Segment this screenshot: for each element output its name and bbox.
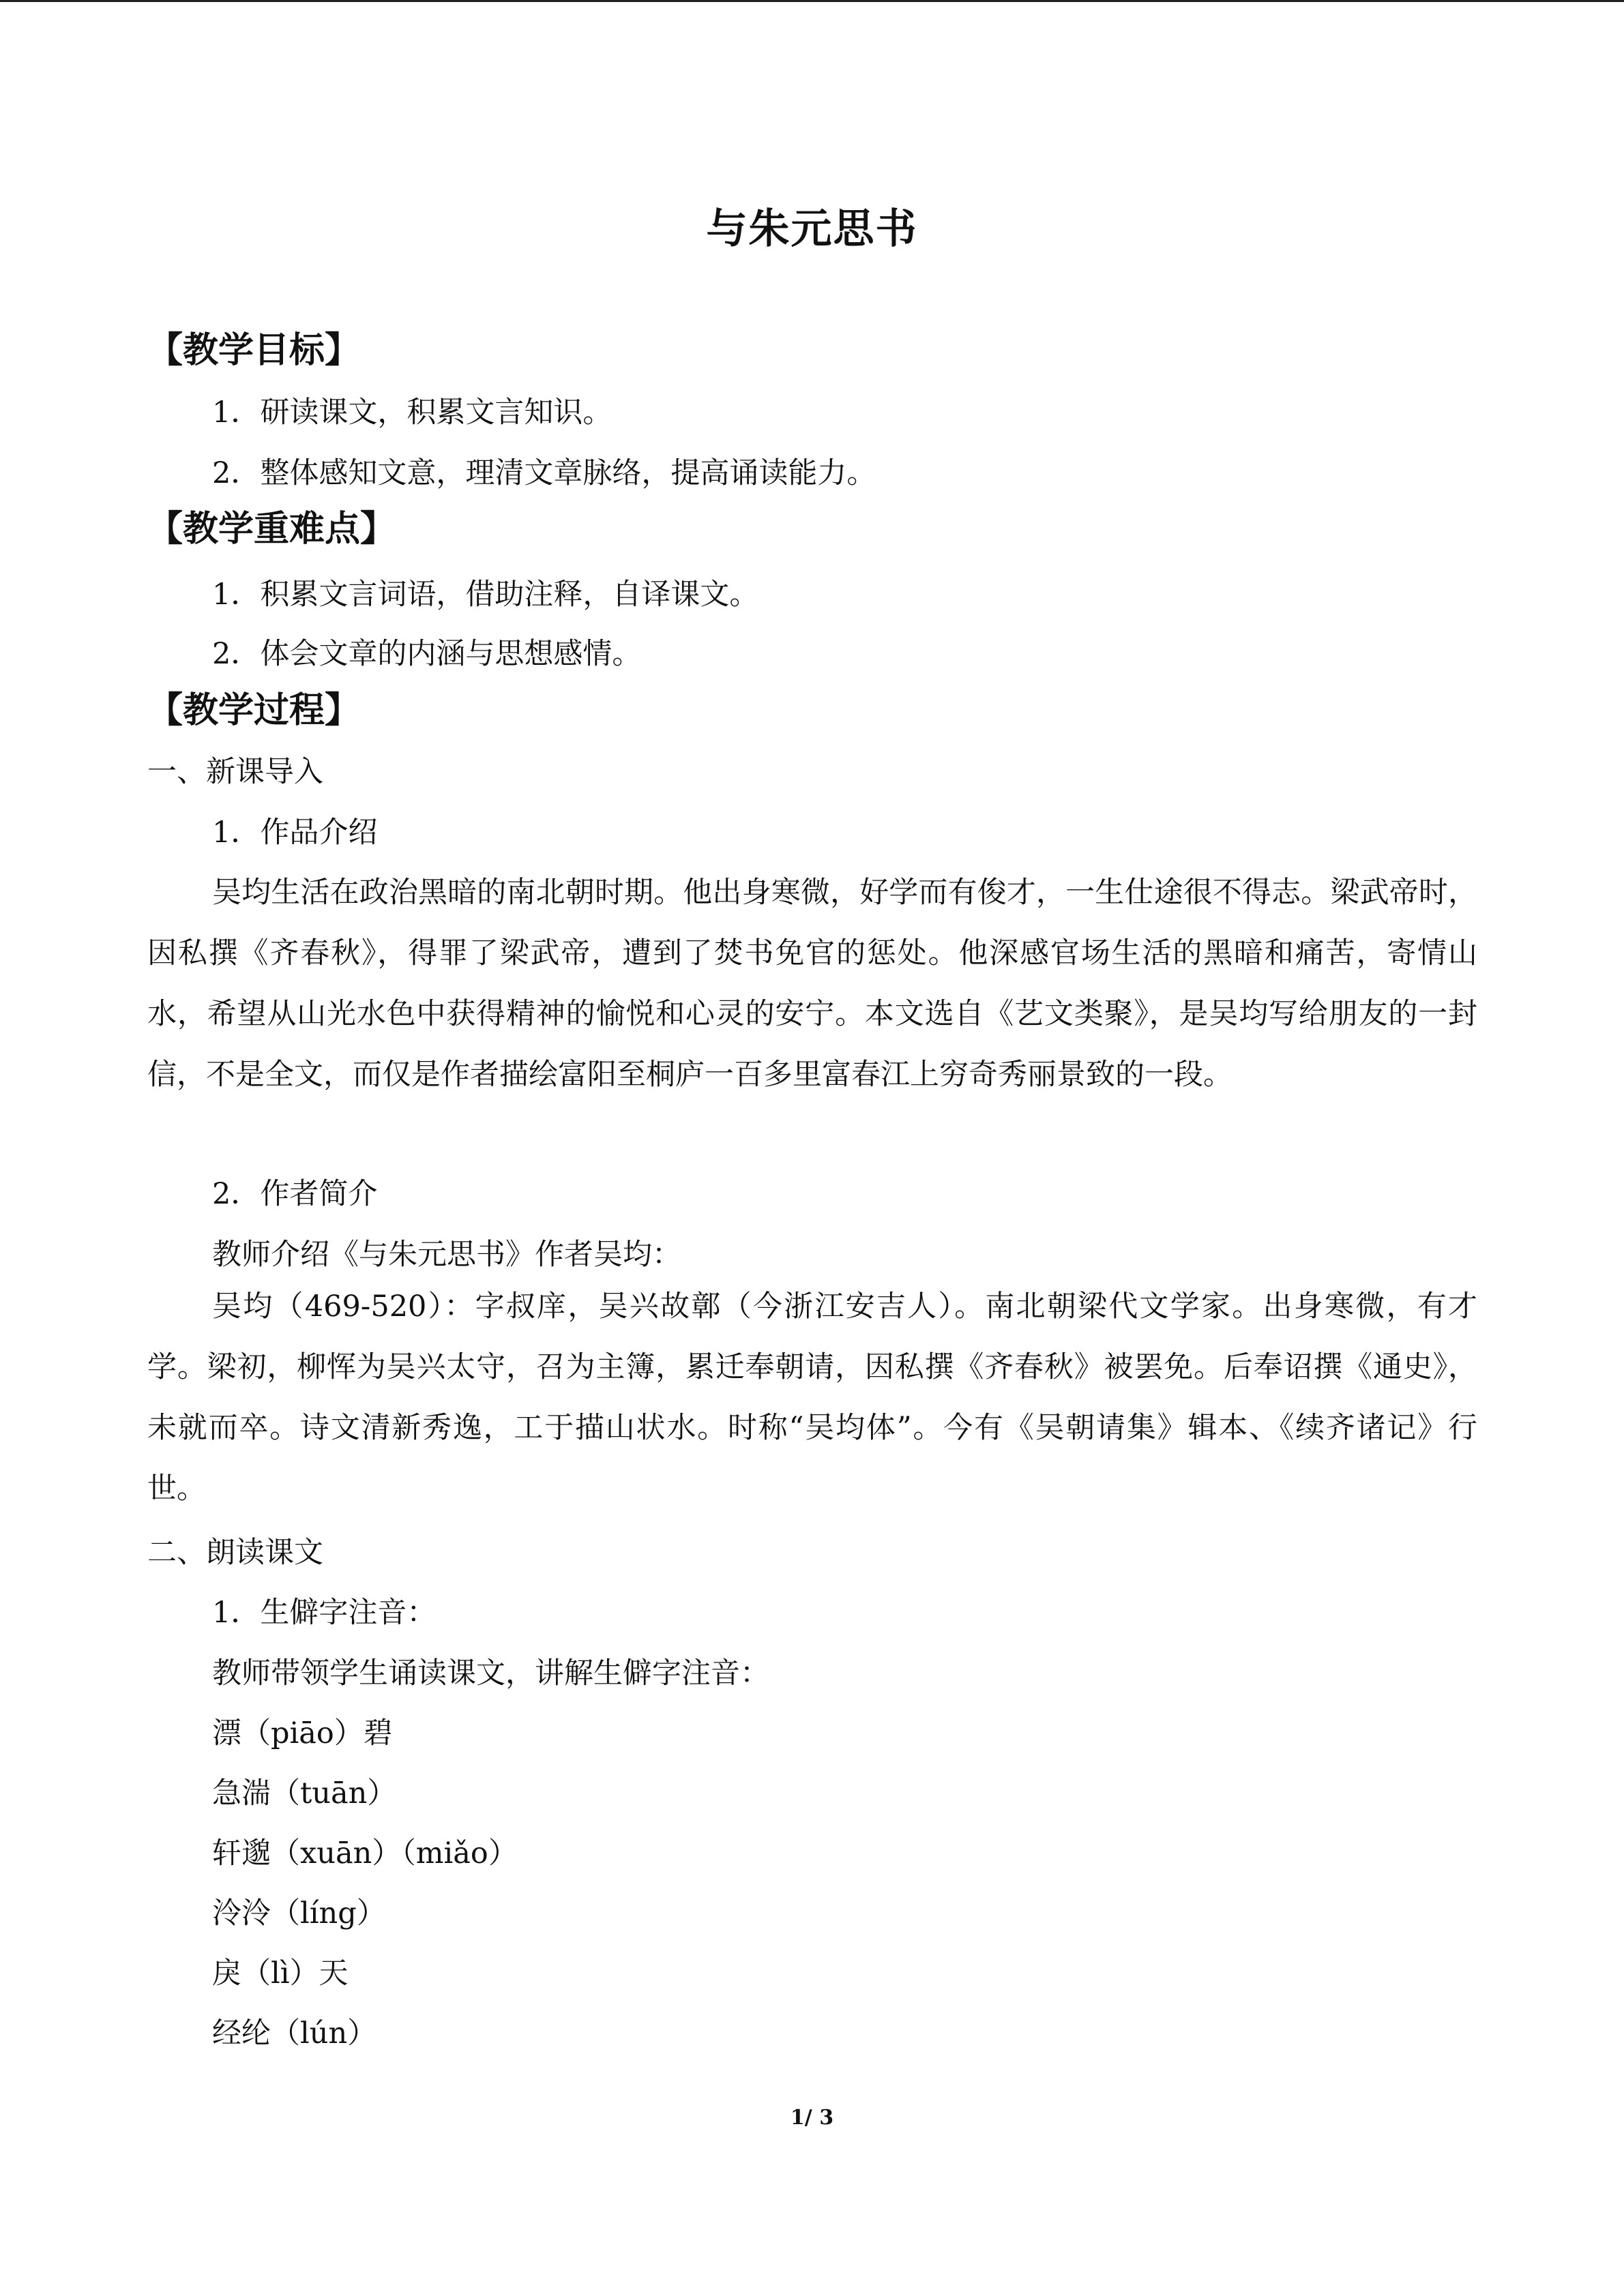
section-heading-key-points: 【教学重难点】 xyxy=(147,509,396,550)
pronunciation-item: 经纶（lún） xyxy=(212,2016,377,2051)
part2-heading: 二、朗读课文 xyxy=(147,1536,323,1570)
objective-item-2: 2．整体感知文意，理清文章脉络，提高诵读能力。 xyxy=(212,456,876,490)
part1-heading: 一、新课导入 xyxy=(147,755,323,789)
work-intro-heading: 1．作品介绍 xyxy=(212,816,378,850)
page-title: 与朱元思书 xyxy=(706,205,918,253)
section-heading-objectives: 【教学目标】 xyxy=(147,330,361,371)
pronunciation-item: 轩邈（xuān）（miǎo） xyxy=(212,1836,518,1870)
pronunciation-item: 泠泠（líng） xyxy=(212,1896,386,1930)
key-point-item-1: 1．积累文言词语，借助注释，自译课文。 xyxy=(212,578,759,612)
pronunciation-item: 漂（piāo）碧 xyxy=(212,1716,393,1750)
work-intro-text: 吴均生活在政治黑暗的南北朝时期。他出身寒微，好学而有俊才，一生仕途很不得志。梁武帝时，因私撰《齐春秋》，得罪了梁武帝，遭到了焚书免官的惩处。他深感官场生活的黑暗和痛苦，寄情山水，希望从山光水色中获得精神的愉悦和心灵的安宁。本文选自《艺文类聚》，是吴均写给朋友的一封信，不是全文，而仅是作者描绘富阳至桐庐一百多里富春江上穷奇秀丽景致的一段。 xyxy=(147,876,1477,1092)
pronunciation-lead: 教师带领学生诵读课文，讲解生僻字注音： xyxy=(212,1656,769,1690)
section-heading-process: 【教学过程】 xyxy=(147,690,361,731)
author-intro-text: 吴均（469-520）：字叔庠，吴兴故鄣（今浙江安吉人）。南北朝梁代文学家。出身寒微，有才学。梁初，柳恽为吴兴太守，召为主簿，累迁奉朝请，因私撰《齐春秋》被罢免。后奉诏撰《通史》，未就而卒。诗文清新秀逸，工于描山状水。时称“吴均体”。今有《吴朝请集》辑本、《续齐诸记》行世。 xyxy=(147,1289,1477,1506)
pronunciation-item: 戾（lì）天 xyxy=(212,1956,349,1991)
objective-item-1: 1．研读课文，积累文言知识。 xyxy=(212,396,612,430)
pronunciation-heading: 1．生僻字注音： xyxy=(212,1596,437,1630)
author-intro-heading: 2．作者简介 xyxy=(212,1177,378,1211)
key-point-item-2: 2．体会文章的内涵与思想感情。 xyxy=(212,637,642,671)
pronunciation-item: 急湍（tuān） xyxy=(212,1776,397,1810)
page-top-border xyxy=(0,0,1624,2)
page-number: 1/ 3 xyxy=(790,2106,834,2130)
author-intro-lead: 教师介绍《与朱元思书》作者吴均： xyxy=(212,1238,681,1272)
